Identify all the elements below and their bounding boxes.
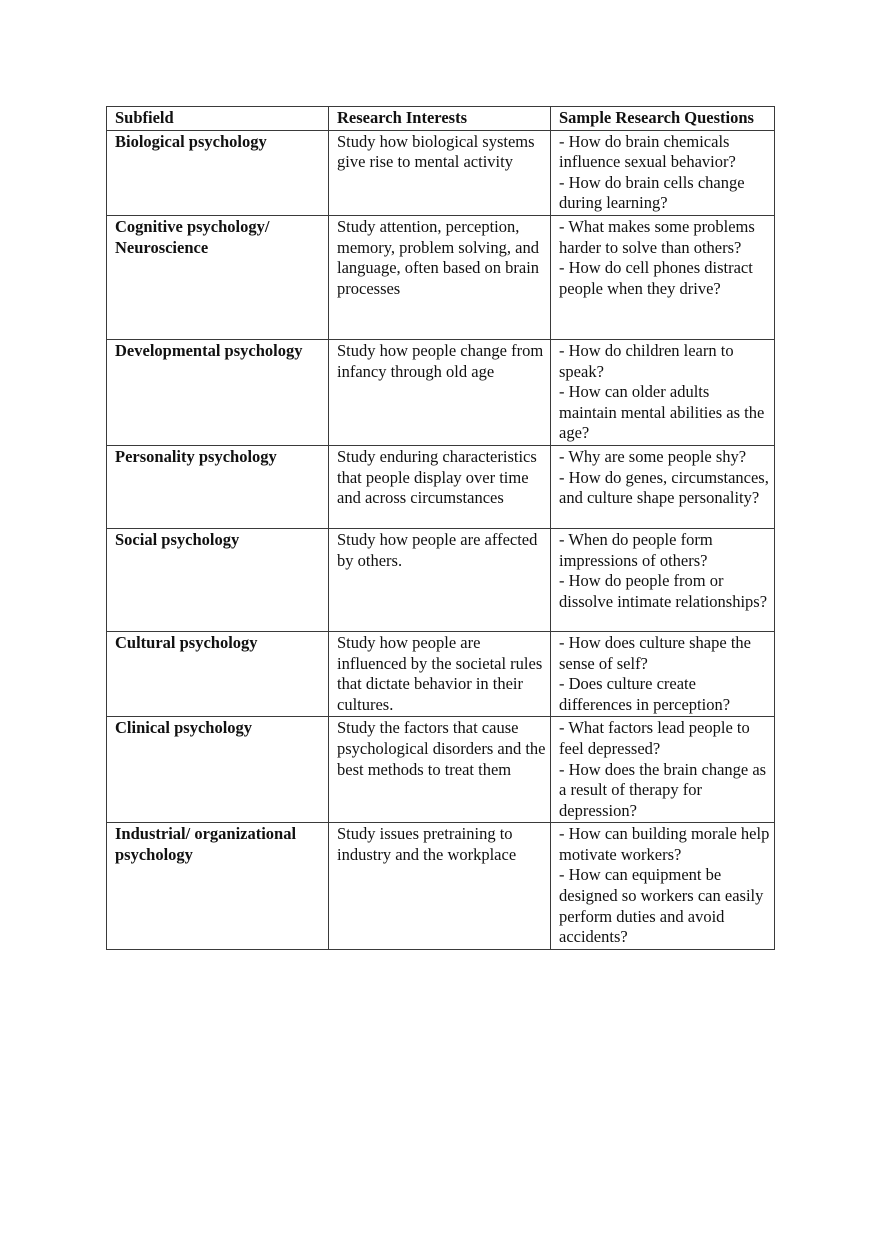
question-text: - How does culture shape the sense of self? — [559, 632, 751, 673]
subfield-cell: Industrial/ organizational psychology — [107, 823, 329, 950]
question-text: - How does the brain change as a result of therapy for depression? — [559, 759, 767, 820]
table-row — [107, 215, 775, 339]
question-text: - How can building morale help motivate workers? — [559, 824, 770, 864]
subfield-cell: Personality psychology — [107, 445, 329, 528]
header-research-interests: Research Interests — [329, 107, 551, 131]
questions-cell — [551, 528, 775, 631]
questions-cell — [551, 631, 775, 716]
subfield-cell: Developmental psychology — [107, 339, 329, 445]
table-row — [107, 823, 775, 950]
question-text: - What makes some problems harder to solve than others? — [559, 216, 755, 257]
interests-cell: Study how people are affected by others. — [329, 528, 551, 631]
question-text: - How do brain chemicals influence sexual behavior? — [559, 131, 736, 172]
subfield-cell: Cognitive psychology/ Neuroscience — [107, 215, 329, 339]
subfield-cell: Clinical psychology — [107, 717, 329, 823]
question-text: - How can older adults maintain mental abilities as the age? — [559, 382, 765, 443]
question-text: - How do cell phones distract people when they drive? — [559, 258, 753, 298]
table-header-row — [107, 107, 775, 131]
psychology-subfields-table — [106, 106, 775, 950]
questions-cell — [551, 130, 775, 215]
subfield-cell: Biological psychology — [107, 130, 329, 215]
questions-cell — [551, 445, 775, 528]
interests-cell: Study how people are influenced by the societal rules that dictate behavior in their cultures. — [329, 631, 551, 716]
interests-cell: Study how people change from infancy through old age — [329, 339, 551, 445]
interests-cell: Study issues pretraining to industry and the workplace — [329, 823, 551, 950]
subfield-cell: Cultural psychology — [107, 631, 329, 716]
question-text: - When do people form impressions of others? — [559, 529, 713, 570]
interests-cell: Study enduring characteristics that people display over time and across circumstances — [329, 445, 551, 528]
question-text: - Does culture create differences in perception? — [559, 674, 731, 714]
table-row — [107, 339, 775, 445]
header-sample-research-questions: Sample Research Questions — [551, 107, 775, 131]
interests-cell: Study attention, perception, memory, problem solving, and language, often based on brain processes — [329, 215, 551, 339]
question-text: - How do brain cells change during learning? — [559, 172, 745, 213]
question-text: - How do children learn to speak? — [559, 340, 734, 381]
table-row — [107, 528, 775, 631]
question-text: - How do genes, circumstances, and culture shape personality? — [559, 467, 769, 508]
table-row — [107, 445, 775, 528]
question-text: - How can equipment be designed so workers can easily perform duties and avoid accidents? — [559, 865, 764, 947]
table-row — [107, 130, 775, 215]
header-subfield: Subfield — [107, 107, 329, 131]
table-row — [107, 717, 775, 823]
question-text: - How do people from or dissolve intimate relationships? — [559, 571, 768, 611]
interests-cell: Study how biological systems give rise to mental activity — [329, 130, 551, 215]
questions-cell — [551, 717, 775, 823]
interests-cell: Study the factors that cause psychological disorders and the best methods to treat them — [329, 717, 551, 823]
questions-cell — [551, 823, 775, 950]
subfield-cell: Social psychology — [107, 528, 329, 631]
questions-cell — [551, 215, 775, 339]
questions-cell — [551, 339, 775, 445]
table-row — [107, 631, 775, 716]
question-text: - What factors lead people to feel depressed? — [559, 718, 750, 758]
question-text: - Why are some people shy? — [559, 446, 747, 466]
